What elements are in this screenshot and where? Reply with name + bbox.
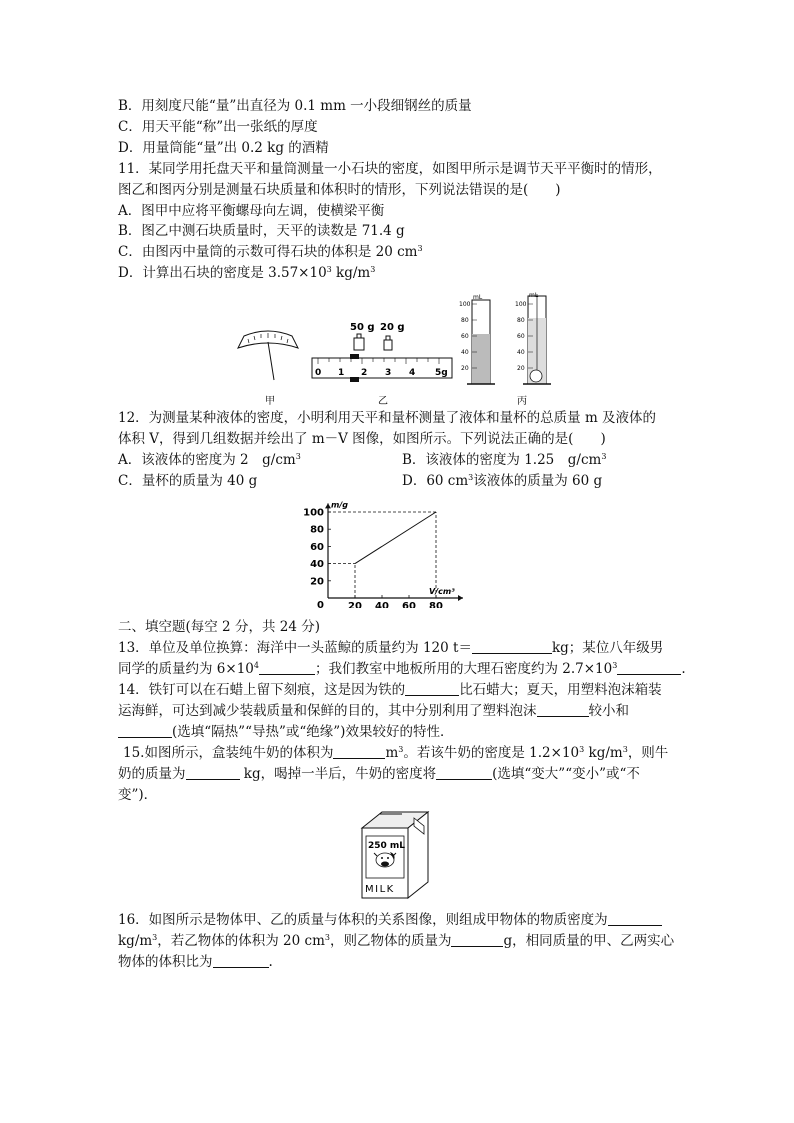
q13-line2: 同学的质量约为 $6\times 10^4$ ；我们教室中地板所用的大理石密度约为 $2.7\times 10^3$ . xyxy=(118,661,686,677)
weight-50g-label: 50 g xyxy=(350,322,375,333)
y-axis-label: m/g xyxy=(331,500,348,510)
balance-figure xyxy=(232,290,562,410)
q14-line1: 14．铁钉可以在石蜡上留下刻痕，这是因为铁的 比石蜡大；夏天，用塑料泡沫箱装 xyxy=(118,682,662,698)
cylinder-unit: mL xyxy=(529,292,539,299)
answer-blank[interactable] xyxy=(451,933,503,947)
answer-blank[interactable] xyxy=(537,703,589,717)
q10-option-b: B．用刻度尺能“量”出直径为 0.1 mm 一小段细钢丝的质量 xyxy=(118,98,472,114)
weight-50g xyxy=(354,334,364,350)
cyl-tick: 80 xyxy=(461,317,469,324)
answer-blank[interactable] xyxy=(472,640,552,654)
ruler-tick: 0 xyxy=(315,368,322,378)
q12-option-a: A．该液体的密度为 2 $g/cm^3$ xyxy=(118,452,301,468)
milk-word: MILK xyxy=(365,884,395,895)
cyl-tick: 20 xyxy=(461,365,469,372)
q16-line1: 16．如图所示是物体甲、乙的质量与体积的关系图像，则组成甲物体的物质密度为 xyxy=(118,911,662,929)
balance-ruler xyxy=(312,354,452,382)
q14-line3: (选填“隔热”“导热”或“绝缘”)效果较好的特性． xyxy=(118,723,453,741)
milk-carton-picture xyxy=(350,808,440,902)
answer-blank[interactable] xyxy=(405,682,459,696)
y-tick-label: 100 xyxy=(303,507,324,519)
q11-option-a: A．图甲中应将平衡螺母向左调，使横梁平衡 xyxy=(118,203,385,219)
cyl-tick: 40 xyxy=(461,349,469,356)
milk-volume-label: 250 mL xyxy=(368,841,406,851)
x-tick-label: 20 xyxy=(348,601,362,608)
m-v-chart xyxy=(300,496,500,608)
ruler-tick: 4 xyxy=(409,368,416,378)
answer-blank[interactable] xyxy=(213,954,269,968)
q11-stem-line1: 11．某同学用托盘天平和量筒测量一小石块的密度，如图甲所示是调节天平平衡时的情形， xyxy=(118,161,662,177)
q15-line3: 变”)． xyxy=(118,787,158,803)
answer-blank[interactable] xyxy=(617,661,681,675)
label-yi: 乙 xyxy=(378,396,388,407)
label-jia: 甲 xyxy=(265,396,275,407)
answer-blank[interactable] xyxy=(186,766,240,780)
q15-line2: 奶的质量为 kg，喝掉一半后，牛奶的密度将 (选填“变大”“变小”或“不 xyxy=(118,766,640,782)
ruler-tick: 5g xyxy=(435,368,448,378)
q12-stem-line2: 体积 V，得到几组数据并绘出了 m－V 图像，如图所示。下列说法正确的是( ) xyxy=(118,431,606,447)
x-axis-label: V/cm³ xyxy=(429,587,455,596)
answer-blank[interactable] xyxy=(436,766,492,780)
label-bing: 丙 xyxy=(517,396,527,407)
series-line xyxy=(355,512,436,564)
q16-line3: 物体的体积比为 . xyxy=(118,954,273,970)
cyl-tick: 100 xyxy=(459,301,471,308)
cyl-tick: 60 xyxy=(461,333,469,340)
y-tick-label: 40 xyxy=(310,559,324,571)
cyl-tick: 40 xyxy=(517,349,525,356)
section2-title: 二、填空题(每空 2 分，共 24 分) xyxy=(118,619,320,635)
cyl-tick: 20 xyxy=(517,365,525,372)
q12-option-c: C．量杯的质量为 40 g xyxy=(118,473,258,489)
y-tick-label: 80 xyxy=(310,524,324,536)
y-tick-label: 20 xyxy=(310,576,324,588)
x-axis-arrow xyxy=(458,595,463,601)
q12-option-d: D．60 $cm^3$该液体的质量为 60 g xyxy=(402,473,603,489)
cyl-tick: 80 xyxy=(517,317,525,324)
q11-stem-line2: 图乙和图丙分别是测量石块质量和体积时的情形，下列说法错误的是( ) xyxy=(118,182,561,198)
ruler-tick: 3 xyxy=(385,368,392,378)
q12-stem-line1: 12．为测量某种液体的密度，小明利用天平和量杯测量了液体和量杯的总质量 m 及液体的 xyxy=(118,410,657,426)
answer-blank[interactable] xyxy=(608,912,662,926)
balance-dial-jia xyxy=(238,331,298,380)
cyl-tick: 60 xyxy=(517,333,525,340)
answer-blank[interactable] xyxy=(259,661,315,675)
q11-option-c: C．由图丙中量筒的示数可得石块的体积是 20 $cm^3$ xyxy=(118,244,423,260)
origin-label: 0 xyxy=(317,600,324,608)
q13-line1: 13．单位及单位换算：海洋中一头蓝鲸的质量约为 120 t＝ kg；某位八年级男 xyxy=(118,640,664,656)
y-tick-label: 60 xyxy=(310,541,324,553)
x-tick-label: 40 xyxy=(375,601,389,608)
q15-line1: 15.如图所示，盒装纯牛奶的体积为 $m^3$。若该牛奶的密度是 $1.2\times 10^3$ $kg/m^3$，则牛 xyxy=(123,745,669,761)
cylinder-unit: mL xyxy=(473,294,483,301)
answer-blank[interactable] xyxy=(118,724,172,738)
ruler-tick: 1 xyxy=(338,368,345,378)
answer-blank[interactable] xyxy=(333,745,385,759)
ruler-tick: 2 xyxy=(361,368,368,378)
q12-option-b: B．该液体的密度为 1.25 $g/cm^3$ xyxy=(402,452,607,468)
x-tick-label: 60 xyxy=(402,601,416,608)
q11-option-d: D．计算出石块的密度是 $3.57\times 10^3$ $kg/m^3$ xyxy=(118,265,376,281)
weight-20g xyxy=(384,336,392,350)
q11-option-b: B．图乙中测石块质量时，天平的读数是 71.4 g xyxy=(118,223,405,239)
q16-line2: $kg/m^3$，若乙物体的体积为 20 $cm^3$，则乙物体的质量为 g，相同质量的甲、乙两实心 xyxy=(118,933,675,949)
x-tick-label: 80 xyxy=(429,601,443,608)
q10-option-d: D．用量筒能“量”出 0.2 kg 的酒精 xyxy=(118,140,329,156)
cyl-tick: 100 xyxy=(515,301,527,308)
weight-20g-label: 20 g xyxy=(380,322,405,333)
cylinder-2 xyxy=(515,292,551,384)
q10-option-c: C．用天平能“称”出一张纸的厚度 xyxy=(118,119,318,135)
q14-line2: 运海鲜，可达到减少装载质量和保鲜的目的，其中分别利用了塑料泡沫 较小和 xyxy=(118,703,629,719)
cylinder-1 xyxy=(459,294,495,384)
